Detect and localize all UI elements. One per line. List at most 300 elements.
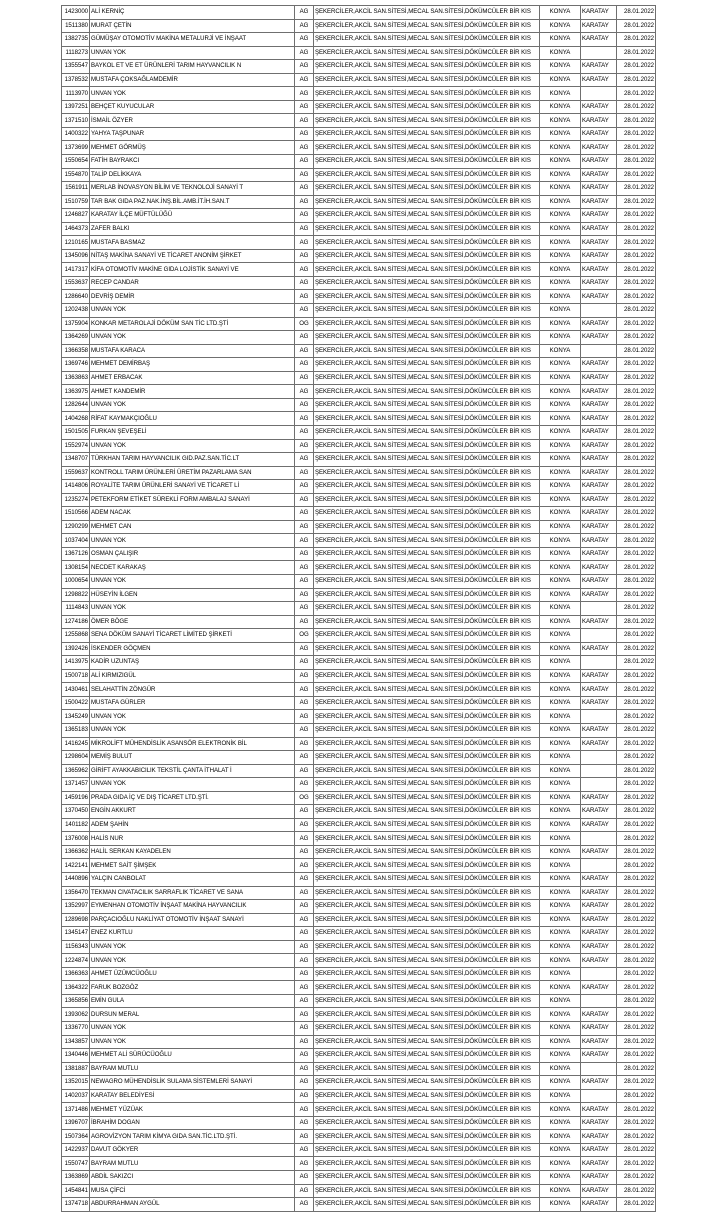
cell-date[interactable]: 28.01.2022 bbox=[617, 1184, 656, 1198]
cell-address[interactable]: ŞEKERCİLER,AKCİL SAN.SİTESİ,MECAL SAN.SİTESİ,DÖKÜMCÜLER BİR KIS bbox=[314, 60, 540, 74]
cell-city[interactable]: KONYA bbox=[540, 642, 581, 656]
cell-date[interactable]: 28.01.2022 bbox=[617, 331, 656, 345]
table-row[interactable] bbox=[62, 1171, 656, 1185]
cell-district[interactable]: KARATAY bbox=[581, 1184, 617, 1198]
cell-id[interactable]: 1559637 bbox=[62, 466, 90, 480]
cell-district[interactable]: KARATAY bbox=[581, 791, 617, 805]
cell-date[interactable]: 28.01.2022 bbox=[617, 114, 656, 128]
cell-name[interactable]: MEHMET GÖRMÜŞ bbox=[90, 141, 295, 155]
cell-id[interactable]: 1371457 bbox=[62, 778, 90, 792]
cell-district[interactable]: KARATAY bbox=[581, 696, 617, 710]
cell-city[interactable]: KONYA bbox=[540, 412, 581, 426]
cell-type[interactable]: AG bbox=[295, 33, 314, 47]
cell-address[interactable]: ŞEKERCİLER,AKCİL SAN.SİTESİ,MECAL SAN.SİTESİ,DÖKÜMCÜLER BİR KIS bbox=[314, 493, 540, 507]
table-row[interactable] bbox=[62, 6, 656, 20]
cell-date[interactable]: 28.01.2022 bbox=[617, 1143, 656, 1157]
cell-address[interactable]: ŞEKERCİLER,AKCİL SAN.SİTESİ,MECAL SAN.SİTESİ,DÖKÜMCÜLER BİR KIS bbox=[314, 317, 540, 331]
cell-address[interactable]: ŞEKERCİLER,AKCİL SAN.SİTESİ,MECAL SAN.SİTESİ,DÖKÜMCÜLER BİR KIS bbox=[314, 290, 540, 304]
cell-city[interactable]: KONYA bbox=[540, 602, 581, 616]
cell-district[interactable]: KARATAY bbox=[581, 588, 617, 602]
cell-city[interactable]: KONYA bbox=[540, 818, 581, 832]
cell-date[interactable]: 28.01.2022 bbox=[617, 669, 656, 683]
cell-name[interactable]: ENGİN AKKURT bbox=[90, 805, 295, 819]
cell-id[interactable]: 1416245 bbox=[62, 737, 90, 751]
cell-type[interactable]: AG bbox=[295, 723, 314, 737]
table-row[interactable] bbox=[62, 696, 656, 710]
table-row[interactable] bbox=[62, 927, 656, 941]
cell-address[interactable]: ŞEKERCİLER,AKCİL SAN.SİTESİ,MECAL SAN.SİTESİ,DÖKÜMCÜLER BİR KIS bbox=[314, 1116, 540, 1130]
cell-name[interactable]: MUSTAFA GÜRLER bbox=[90, 696, 295, 710]
cell-type[interactable]: AG bbox=[295, 1116, 314, 1130]
cell-district[interactable]: KARATAY bbox=[581, 222, 617, 236]
table-row[interactable] bbox=[62, 236, 656, 250]
cell-type[interactable]: AG bbox=[295, 182, 314, 196]
cell-city[interactable]: KONYA bbox=[540, 1035, 581, 1049]
cell-name[interactable]: OSMAN ÇALIŞIR bbox=[90, 547, 295, 561]
cell-district[interactable]: KARATAY bbox=[581, 73, 617, 87]
cell-address[interactable]: ŞEKERCİLER,AKCİL SAN.SİTESİ,MECAL SAN.SİTESİ,DÖKÜMCÜLER BİR KIS bbox=[314, 751, 540, 765]
cell-city[interactable]: KONYA bbox=[540, 629, 581, 643]
table-row[interactable] bbox=[62, 1130, 656, 1144]
table-row[interactable] bbox=[62, 19, 656, 33]
cell-city[interactable]: KONYA bbox=[540, 100, 581, 114]
cell-type[interactable]: AG bbox=[295, 1184, 314, 1198]
cell-city[interactable]: KONYA bbox=[540, 1198, 581, 1212]
cell-date[interactable]: 28.01.2022 bbox=[617, 981, 656, 995]
cell-id[interactable]: 1501505 bbox=[62, 425, 90, 439]
table-row[interactable] bbox=[62, 453, 656, 467]
cell-district[interactable] bbox=[581, 304, 617, 318]
cell-type[interactable]: AG bbox=[295, 439, 314, 453]
cell-type[interactable]: AG bbox=[295, 981, 314, 995]
cell-date[interactable]: 28.01.2022 bbox=[617, 629, 656, 643]
cell-name[interactable]: ABDİL SAKIZCI bbox=[90, 1171, 295, 1185]
cell-type[interactable]: AG bbox=[295, 480, 314, 494]
table-row[interactable] bbox=[62, 385, 656, 399]
cell-city[interactable]: KONYA bbox=[540, 696, 581, 710]
table-row[interactable] bbox=[62, 344, 656, 358]
table-row[interactable] bbox=[62, 1116, 656, 1130]
cell-city[interactable]: KONYA bbox=[540, 683, 581, 697]
cell-date[interactable]: 28.01.2022 bbox=[617, 954, 656, 968]
cell-city[interactable]: KONYA bbox=[540, 656, 581, 670]
cell-district[interactable]: KARATAY bbox=[581, 209, 617, 223]
cell-id[interactable]: 1454841 bbox=[62, 1184, 90, 1198]
cell-date[interactable]: 28.01.2022 bbox=[617, 534, 656, 548]
cell-name[interactable]: MERLAB İNOVASYON BİLİM VE TEKNOLOJİ SANAYİ T bbox=[90, 182, 295, 196]
cell-district[interactable]: KARATAY bbox=[581, 845, 617, 859]
cell-date[interactable]: 28.01.2022 bbox=[617, 195, 656, 209]
cell-type[interactable]: AG bbox=[295, 1130, 314, 1144]
cell-date[interactable]: 28.01.2022 bbox=[617, 236, 656, 250]
cell-date[interactable]: 28.01.2022 bbox=[617, 913, 656, 927]
cell-id[interactable]: 1352997 bbox=[62, 900, 90, 914]
cell-district[interactable] bbox=[581, 994, 617, 1008]
table-row[interactable] bbox=[62, 507, 656, 521]
cell-type[interactable]: AG bbox=[295, 331, 314, 345]
cell-district[interactable]: KARATAY bbox=[581, 398, 617, 412]
cell-date[interactable]: 28.01.2022 bbox=[617, 710, 656, 724]
table-row[interactable] bbox=[62, 873, 656, 887]
cell-id[interactable]: 1348707 bbox=[62, 453, 90, 467]
cell-date[interactable]: 28.01.2022 bbox=[617, 249, 656, 263]
cell-type[interactable]: AG bbox=[295, 1049, 314, 1063]
cell-date[interactable]: 28.01.2022 bbox=[617, 588, 656, 602]
cell-city[interactable]: KONYA bbox=[540, 480, 581, 494]
cell-date[interactable]: 28.01.2022 bbox=[617, 1035, 656, 1049]
cell-date[interactable]: 28.01.2022 bbox=[617, 574, 656, 588]
table-row[interactable] bbox=[62, 371, 656, 385]
cell-date[interactable]: 28.01.2022 bbox=[617, 547, 656, 561]
cell-date[interactable]: 28.01.2022 bbox=[617, 1008, 656, 1022]
cell-address[interactable]: ŞEKERCİLER,AKCİL SAN.SİTESİ,MECAL SAN.SİTESİ,DÖKÜMCÜLER BİR KIS bbox=[314, 913, 540, 927]
cell-name[interactable]: MİKROLİFT MÜHENDİSLİK ASANSÖR ELEKTRONİK BİL bbox=[90, 737, 295, 751]
cell-district[interactable]: KARATAY bbox=[581, 439, 617, 453]
cell-date[interactable]: 28.01.2022 bbox=[617, 412, 656, 426]
cell-city[interactable]: KONYA bbox=[540, 873, 581, 887]
cell-type[interactable]: AG bbox=[295, 602, 314, 616]
cell-type[interactable]: AG bbox=[295, 886, 314, 900]
cell-name[interactable]: AHMET KANDEMİR bbox=[90, 385, 295, 399]
cell-date[interactable]: 28.01.2022 bbox=[617, 60, 656, 74]
cell-id[interactable]: 1210165 bbox=[62, 236, 90, 250]
table-row[interactable] bbox=[62, 683, 656, 697]
cell-city[interactable]: KONYA bbox=[540, 344, 581, 358]
cell-type[interactable]: AG bbox=[295, 155, 314, 169]
cell-district[interactable]: KARATAY bbox=[581, 873, 617, 887]
table-row[interactable] bbox=[62, 710, 656, 724]
cell-date[interactable]: 28.01.2022 bbox=[617, 927, 656, 941]
cell-date[interactable]: 28.01.2022 bbox=[617, 723, 656, 737]
cell-type[interactable]: AG bbox=[295, 371, 314, 385]
cell-id[interactable]: 1298604 bbox=[62, 751, 90, 765]
cell-city[interactable]: KONYA bbox=[540, 927, 581, 941]
cell-type[interactable]: AG bbox=[295, 642, 314, 656]
table-row[interactable] bbox=[62, 615, 656, 629]
cell-district[interactable]: KARATAY bbox=[581, 493, 617, 507]
cell-district[interactable] bbox=[581, 832, 617, 846]
cell-name[interactable]: MEHMET CAN bbox=[90, 520, 295, 534]
cell-date[interactable]: 28.01.2022 bbox=[617, 222, 656, 236]
cell-type[interactable]: AG bbox=[295, 737, 314, 751]
cell-id[interactable]: 1417317 bbox=[62, 263, 90, 277]
cell-type[interactable]: OG bbox=[295, 317, 314, 331]
cell-address[interactable]: ŞEKERCİLER,AKCİL SAN.SİTESİ,MECAL SAN.SİTESİ,DÖKÜMCÜLER BİR KIS bbox=[314, 561, 540, 575]
cell-date[interactable]: 28.01.2022 bbox=[617, 1049, 656, 1063]
cell-address[interactable]: ŞEKERCİLER,AKCİL SAN.SİTESİ,MECAL SAN.SİTESİ,DÖKÜMCÜLER BİR KIS bbox=[314, 1022, 540, 1036]
table-row[interactable] bbox=[62, 574, 656, 588]
cell-address[interactable]: ŞEKERCİLER,AKCİL SAN.SİTESİ,MECAL SAN.SİTESİ,DÖKÜMCÜLER BİR KIS bbox=[314, 1198, 540, 1212]
cell-district[interactable]: KARATAY bbox=[581, 60, 617, 74]
cell-district[interactable]: KARATAY bbox=[581, 886, 617, 900]
table-row[interactable] bbox=[62, 913, 656, 927]
cell-address[interactable]: ŞEKERCİLER,AKCİL SAN.SİTESİ,MECAL SAN.SİTESİ,DÖKÜMCÜLER BİR KIS bbox=[314, 385, 540, 399]
cell-district[interactable] bbox=[581, 629, 617, 643]
cell-id[interactable]: 1374718 bbox=[62, 1198, 90, 1212]
cell-address[interactable]: ŞEKERCİLER,AKCİL SAN.SİTESİ,MECAL SAN.SİTESİ,DÖKÜMCÜLER BİR KIS bbox=[314, 87, 540, 101]
table-row[interactable] bbox=[62, 60, 656, 74]
cell-address[interactable]: ŞEKERCİLER,AKCİL SAN.SİTESİ,MECAL SAN.SİTESİ,DÖKÜMCÜLER BİR KIS bbox=[314, 249, 540, 263]
cell-city[interactable]: KONYA bbox=[540, 710, 581, 724]
cell-name[interactable]: BAYRAM MUTLU bbox=[90, 1157, 295, 1171]
cell-address[interactable]: ŞEKERCİLER,AKCİL SAN.SİTESİ,MECAL SAN.SİTESİ,DÖKÜMCÜLER BİR KIS bbox=[314, 344, 540, 358]
cell-name[interactable]: MURAT ÇETİN bbox=[90, 19, 295, 33]
cell-name[interactable]: HALİS NUR bbox=[90, 832, 295, 846]
cell-name[interactable]: AGROVİZYON TARIM KİMYA GIDA SAN.TİC.LTD.ŞTİ. bbox=[90, 1130, 295, 1144]
cell-city[interactable]: KONYA bbox=[540, 304, 581, 318]
table-row[interactable] bbox=[62, 73, 656, 87]
cell-id[interactable]: 1364322 bbox=[62, 981, 90, 995]
cell-district[interactable]: KARATAY bbox=[581, 737, 617, 751]
cell-type[interactable]: AG bbox=[295, 561, 314, 575]
cell-city[interactable]: KONYA bbox=[540, 1130, 581, 1144]
cell-district[interactable]: KARATAY bbox=[581, 290, 617, 304]
cell-date[interactable]: 28.01.2022 bbox=[617, 751, 656, 765]
cell-city[interactable]: KONYA bbox=[540, 1143, 581, 1157]
cell-address[interactable]: ŞEKERCİLER,AKCİL SAN.SİTESİ,MECAL SAN.SİTESİ,DÖKÜMCÜLER BİR KIS bbox=[314, 222, 540, 236]
cell-date[interactable]: 28.01.2022 bbox=[617, 859, 656, 873]
cell-type[interactable]: AG bbox=[295, 493, 314, 507]
cell-id[interactable]: 1367126 bbox=[62, 547, 90, 561]
cell-name[interactable]: MUSA ÇİFCİ bbox=[90, 1184, 295, 1198]
table-row[interactable] bbox=[62, 994, 656, 1008]
cell-date[interactable]: 28.01.2022 bbox=[617, 1089, 656, 1103]
cell-name[interactable]: FATİH BAYRAKCI bbox=[90, 155, 295, 169]
cell-id[interactable]: 1507364 bbox=[62, 1130, 90, 1144]
cell-date[interactable]: 28.01.2022 bbox=[617, 141, 656, 155]
table-row[interactable] bbox=[62, 493, 656, 507]
cell-id[interactable]: 1365856 bbox=[62, 994, 90, 1008]
cell-city[interactable]: KONYA bbox=[540, 900, 581, 914]
cell-id[interactable]: 1414806 bbox=[62, 480, 90, 494]
cell-id[interactable]: 1340446 bbox=[62, 1049, 90, 1063]
cell-district[interactable]: KARATAY bbox=[581, 723, 617, 737]
cell-name[interactable]: KADİR UZUNTAŞ bbox=[90, 656, 295, 670]
cell-city[interactable]: KONYA bbox=[540, 493, 581, 507]
cell-city[interactable]: KONYA bbox=[540, 764, 581, 778]
cell-id[interactable]: 1345096 bbox=[62, 249, 90, 263]
cell-id[interactable]: 1363863 bbox=[62, 371, 90, 385]
cell-address[interactable]: ŞEKERCİLER,AKCİL SAN.SİTESİ,MECAL SAN.SİTESİ,DÖKÜMCÜLER BİR KIS bbox=[314, 778, 540, 792]
table-row[interactable] bbox=[62, 954, 656, 968]
cell-city[interactable]: KONYA bbox=[540, 182, 581, 196]
cell-city[interactable]: KONYA bbox=[540, 1008, 581, 1022]
cell-id[interactable]: 1356470 bbox=[62, 886, 90, 900]
cell-district[interactable]: KARATAY bbox=[581, 1198, 617, 1212]
cell-date[interactable]: 28.01.2022 bbox=[617, 290, 656, 304]
cell-address[interactable]: ŞEKERCİLER,AKCİL SAN.SİTESİ,MECAL SAN.SİTESİ,DÖKÜMCÜLER BİR KIS bbox=[314, 209, 540, 223]
cell-type[interactable]: AG bbox=[295, 669, 314, 683]
cell-city[interactable]: KONYA bbox=[540, 33, 581, 47]
cell-district[interactable] bbox=[581, 344, 617, 358]
cell-name[interactable]: EYMENHAN OTOMOTİV İNŞAAT MAKİNA HAYVANCILIK bbox=[90, 900, 295, 914]
cell-id[interactable]: 1352015 bbox=[62, 1076, 90, 1090]
cell-date[interactable]: 28.01.2022 bbox=[617, 1062, 656, 1076]
cell-type[interactable]: AG bbox=[295, 412, 314, 426]
cell-type[interactable]: AG bbox=[295, 168, 314, 182]
cell-name[interactable]: PRADA GIDA İÇ VE DIŞ TİCARET LTD.ŞTİ. bbox=[90, 791, 295, 805]
cell-district[interactable]: KARATAY bbox=[581, 1035, 617, 1049]
table-row[interactable] bbox=[62, 588, 656, 602]
table-row[interactable] bbox=[62, 737, 656, 751]
cell-name[interactable]: ROYALİTE TARIM ÜRÜNLERİ SANAYİ VE TİCARET Lİ bbox=[90, 480, 295, 494]
cell-address[interactable]: ŞEKERCİLER,AKCİL SAN.SİTESİ,MECAL SAN.SİTESİ,DÖKÜMCÜLER BİR KIS bbox=[314, 466, 540, 480]
cell-id[interactable]: 1118273 bbox=[62, 46, 90, 60]
cell-address[interactable]: ŞEKERCİLER,AKCİL SAN.SİTESİ,MECAL SAN.SİTESİ,DÖKÜMCÜLER BİR KIS bbox=[314, 534, 540, 548]
cell-address[interactable]: ŞEKERCİLER,AKCİL SAN.SİTESİ,MECAL SAN.SİTESİ,DÖKÜMCÜLER BİR KIS bbox=[314, 520, 540, 534]
cell-name[interactable]: UNVAN YOK bbox=[90, 304, 295, 318]
cell-id[interactable]: 1345249 bbox=[62, 710, 90, 724]
cell-city[interactable]: KONYA bbox=[540, 967, 581, 981]
cell-date[interactable]: 28.01.2022 bbox=[617, 209, 656, 223]
cell-address[interactable]: ŞEKERCİLER,AKCİL SAN.SİTESİ,MECAL SAN.SİTESİ,DÖKÜMCÜLER BİR KIS bbox=[314, 1157, 540, 1171]
cell-address[interactable]: ŞEKERCİLER,AKCİL SAN.SİTESİ,MECAL SAN.SİTESİ,DÖKÜMCÜLER BİR KIS bbox=[314, 710, 540, 724]
cell-type[interactable]: AG bbox=[295, 656, 314, 670]
table-row[interactable] bbox=[62, 534, 656, 548]
cell-name[interactable]: ADEM NACAK bbox=[90, 507, 295, 521]
cell-name[interactable]: UNVAN YOK bbox=[90, 940, 295, 954]
table-row[interactable] bbox=[62, 33, 656, 47]
cell-date[interactable]: 28.01.2022 bbox=[617, 453, 656, 467]
cell-city[interactable]: KONYA bbox=[540, 46, 581, 60]
cell-name[interactable]: ENEZ KURTLU bbox=[90, 927, 295, 941]
cell-district[interactable]: KARATAY bbox=[581, 331, 617, 345]
table-row[interactable] bbox=[62, 439, 656, 453]
cell-date[interactable]: 28.01.2022 bbox=[617, 155, 656, 169]
cell-address[interactable]: ŞEKERCİLER,AKCİL SAN.SİTESİ,MECAL SAN.SİTESİ,DÖKÜMCÜLER BİR KIS bbox=[314, 141, 540, 155]
cell-name[interactable]: SENA DÖKÜM SANAYİ TİCARET LİMİTED ŞİRKETİ bbox=[90, 629, 295, 643]
cell-date[interactable]: 28.01.2022 bbox=[617, 127, 656, 141]
table-row[interactable] bbox=[62, 263, 656, 277]
cell-type[interactable]: AG bbox=[295, 19, 314, 33]
cell-id[interactable]: 1363869 bbox=[62, 1171, 90, 1185]
cell-district[interactable]: KARATAY bbox=[581, 520, 617, 534]
cell-id[interactable]: 1553637 bbox=[62, 276, 90, 290]
table-row[interactable] bbox=[62, 791, 656, 805]
cell-city[interactable]: KONYA bbox=[540, 1171, 581, 1185]
cell-district[interactable]: KARATAY bbox=[581, 1049, 617, 1063]
cell-address[interactable]: ŞEKERCİLER,AKCİL SAN.SİTESİ,MECAL SAN.SİTESİ,DÖKÜMCÜLER BİR KIS bbox=[314, 182, 540, 196]
cell-type[interactable]: AG bbox=[295, 507, 314, 521]
cell-district[interactable] bbox=[581, 859, 617, 873]
table-row[interactable] bbox=[62, 155, 656, 169]
cell-date[interactable]: 28.01.2022 bbox=[617, 873, 656, 887]
cell-city[interactable]: KONYA bbox=[540, 534, 581, 548]
table-row[interactable] bbox=[62, 114, 656, 128]
cell-name[interactable]: UNVAN YOK bbox=[90, 439, 295, 453]
cell-address[interactable]: ŞEKERCİLER,AKCİL SAN.SİTESİ,MECAL SAN.SİTESİ,DÖKÜMCÜLER BİR KIS bbox=[314, 1184, 540, 1198]
cell-address[interactable]: ŞEKERCİLER,AKCİL SAN.SİTESİ,MECAL SAN.SİTESİ,DÖKÜMCÜLER BİR KIS bbox=[314, 615, 540, 629]
cell-id[interactable]: 1378532 bbox=[62, 73, 90, 87]
cell-district[interactable]: KARATAY bbox=[581, 276, 617, 290]
cell-address[interactable]: ŞEKERCİLER,AKCİL SAN.SİTESİ,MECAL SAN.SİTESİ,DÖKÜMCÜLER BİR KIS bbox=[314, 574, 540, 588]
cell-address[interactable]: ŞEKERCİLER,AKCİL SAN.SİTESİ,MECAL SAN.SİTESİ,DÖKÜMCÜLER BİR KIS bbox=[314, 19, 540, 33]
cell-district[interactable]: KARATAY bbox=[581, 1116, 617, 1130]
cell-date[interactable]: 28.01.2022 bbox=[617, 385, 656, 399]
table-row[interactable] bbox=[62, 100, 656, 114]
cell-name[interactable]: ADEM ŞAHİN bbox=[90, 818, 295, 832]
cell-type[interactable]: AG bbox=[295, 1076, 314, 1090]
cell-name[interactable]: BAYRAM MUTLU bbox=[90, 1062, 295, 1076]
cell-address[interactable]: ŞEKERCİLER,AKCİL SAN.SİTESİ,MECAL SAN.SİTESİ,DÖKÜMCÜLER BİR KIS bbox=[314, 669, 540, 683]
cell-district[interactable] bbox=[581, 46, 617, 60]
cell-district[interactable]: KARATAY bbox=[581, 195, 617, 209]
cell-city[interactable]: KONYA bbox=[540, 263, 581, 277]
cell-type[interactable]: AG bbox=[295, 683, 314, 697]
cell-district[interactable]: KARATAY bbox=[581, 114, 617, 128]
cell-id[interactable]: 1550654 bbox=[62, 155, 90, 169]
cell-name[interactable]: TÜRKHAN TARIM HAYVANCILIK GID.PAZ.SAN.TİC.LT bbox=[90, 453, 295, 467]
cell-district[interactable]: KARATAY bbox=[581, 900, 617, 914]
cell-name[interactable]: UNVAN YOK bbox=[90, 398, 295, 412]
cell-city[interactable]: KONYA bbox=[540, 466, 581, 480]
table-row[interactable] bbox=[62, 1184, 656, 1198]
cell-name[interactable]: UNVAN YOK bbox=[90, 602, 295, 616]
table-row[interactable] bbox=[62, 127, 656, 141]
cell-address[interactable]: ŞEKERCİLER,AKCİL SAN.SİTESİ,MECAL SAN.SİTESİ,DÖKÜMCÜLER BİR KIS bbox=[314, 425, 540, 439]
cell-type[interactable]: AG bbox=[295, 114, 314, 128]
cell-date[interactable]: 28.01.2022 bbox=[617, 46, 656, 60]
cell-city[interactable]: KONYA bbox=[540, 574, 581, 588]
cell-date[interactable]: 28.01.2022 bbox=[617, 791, 656, 805]
cell-date[interactable]: 28.01.2022 bbox=[617, 615, 656, 629]
cell-type[interactable]: AG bbox=[295, 425, 314, 439]
cell-city[interactable]: KONYA bbox=[540, 507, 581, 521]
cell-type[interactable]: AG bbox=[295, 195, 314, 209]
cell-address[interactable]: ŞEKERCİLER,AKCİL SAN.SİTESİ,MECAL SAN.SİTESİ,DÖKÜMCÜLER BİR KIS bbox=[314, 940, 540, 954]
cell-type[interactable]: AG bbox=[295, 141, 314, 155]
cell-date[interactable]: 28.01.2022 bbox=[617, 656, 656, 670]
cell-name[interactable]: UNVAN YOK bbox=[90, 534, 295, 548]
cell-type[interactable]: AG bbox=[295, 967, 314, 981]
table-row[interactable] bbox=[62, 900, 656, 914]
table-row[interactable] bbox=[62, 425, 656, 439]
table-row[interactable] bbox=[62, 1049, 656, 1063]
cell-name[interactable]: GÜMÜŞAY OTOMOTİV MAKİNA METALURJİ VE İNŞAAT bbox=[90, 33, 295, 47]
cell-address[interactable]: ŞEKERCİLER,AKCİL SAN.SİTESİ,MECAL SAN.SİTESİ,DÖKÜMCÜLER BİR KIS bbox=[314, 263, 540, 277]
cell-name[interactable]: YAHYA TAŞPUNAR bbox=[90, 127, 295, 141]
cell-id[interactable]: 1373699 bbox=[62, 141, 90, 155]
cell-id[interactable]: 1282644 bbox=[62, 398, 90, 412]
cell-type[interactable]: AG bbox=[295, 73, 314, 87]
cell-city[interactable]: KONYA bbox=[540, 249, 581, 263]
cell-district[interactable]: KARATAY bbox=[581, 1022, 617, 1036]
cell-id[interactable]: 1286640 bbox=[62, 290, 90, 304]
cell-address[interactable]: ŞEKERCİLER,AKCİL SAN.SİTESİ,MECAL SAN.SİTESİ,DÖKÜMCÜLER BİR KIS bbox=[314, 6, 540, 20]
cell-id[interactable]: 1113970 bbox=[62, 87, 90, 101]
cell-id[interactable]: 1423000 bbox=[62, 6, 90, 20]
cell-district[interactable]: KARATAY bbox=[581, 642, 617, 656]
cell-district[interactable]: KARATAY bbox=[581, 100, 617, 114]
cell-date[interactable]: 28.01.2022 bbox=[617, 168, 656, 182]
cell-id[interactable]: 1246827 bbox=[62, 209, 90, 223]
table-row[interactable] bbox=[62, 1198, 656, 1212]
table-row[interactable] bbox=[62, 412, 656, 426]
cell-type[interactable]: AG bbox=[295, 832, 314, 846]
table-row[interactable] bbox=[62, 1008, 656, 1022]
cell-address[interactable]: ŞEKERCİLER,AKCİL SAN.SİTESİ,MECAL SAN.SİTESİ,DÖKÜMCÜLER BİR KIS bbox=[314, 304, 540, 318]
cell-type[interactable]: AG bbox=[295, 6, 314, 20]
cell-date[interactable]: 28.01.2022 bbox=[617, 73, 656, 87]
cell-address[interactable]: ŞEKERCİLER,AKCİL SAN.SİTESİ,MECAL SAN.SİTESİ,DÖKÜMCÜLER BİR KIS bbox=[314, 1049, 540, 1063]
cell-date[interactable]: 28.01.2022 bbox=[617, 1171, 656, 1185]
cell-city[interactable]: KONYA bbox=[540, 791, 581, 805]
cell-district[interactable]: KARATAY bbox=[581, 615, 617, 629]
cell-id[interactable]: 1037404 bbox=[62, 534, 90, 548]
cell-city[interactable]: KONYA bbox=[540, 1076, 581, 1090]
cell-date[interactable]: 28.01.2022 bbox=[617, 1076, 656, 1090]
cell-date[interactable]: 28.01.2022 bbox=[617, 425, 656, 439]
